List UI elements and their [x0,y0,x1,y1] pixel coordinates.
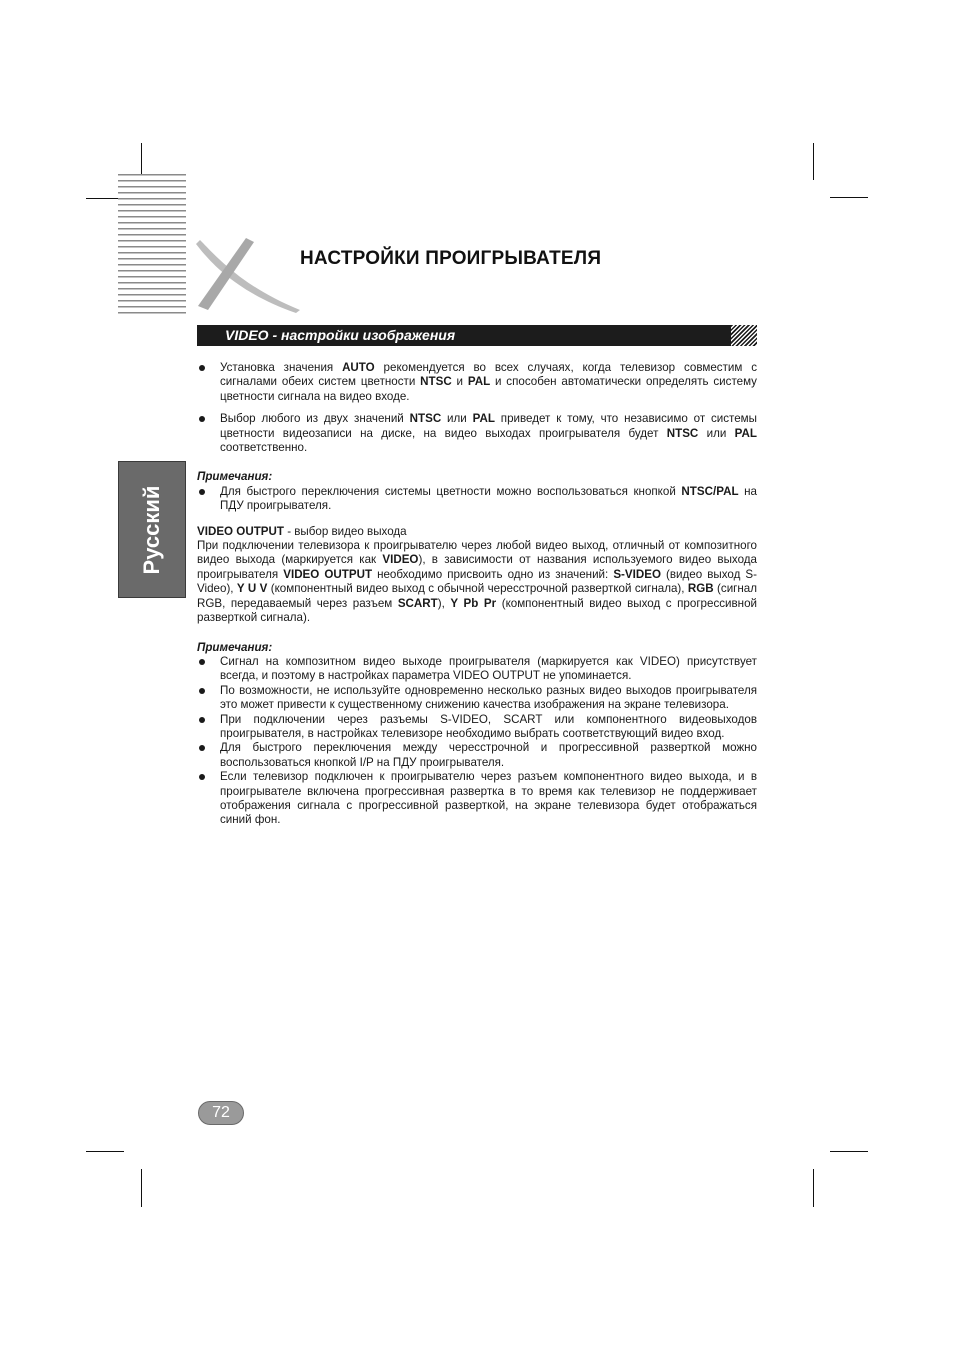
notes-heading: Примечания: [197,470,273,484]
list-item: Установка значения AUTO рекомендуется во всех случаях, когда телевизор совместим с сигналами обеих систем цветности NTSC и PAL и способен автоматически определять систему цветности сигнала на видео входе. [197,361,757,404]
crop-mark-top-right-h [830,197,868,198]
decorative-stripes [118,174,186,314]
language-side-tab [118,461,186,598]
crop-mark-bottom-right-h [830,1151,868,1152]
list-item: Для быстрого переключения между чересстрочной и прогрессивной разверткой можно воспользоваться кнопкой I/P на ПДУ проигрывателя. [197,741,757,770]
video-output-paragraph: При подключении телевизора к проигрывателю через любой видео выход, отличный от композитного видео выхода (маркируется как VIDEO), в зависимости от названия используемого видео выхода проигрывателя VIDEO OUTPUT необходимо присвоить одно из значений: S-VIDEO (видео выход S-Video), Y U V (компонентный видео выход с обычной чересстрочной разверткой сигнала), RGB (сигнал RGB, передаваемый через разъем SCART), Y Pb Pr (компонентный видео выход с прогрессивной разверткой сигнала). [197,539,758,625]
crop-mark-bottom-right-v [813,1169,814,1207]
x-logo-icon [196,236,302,314]
list-item: Выбор любого из двух значений NTSC или PAL приведет к тому, что независимо от системы цветности видеозаписи на диске, на видео выходах проигрывателя будет NTSC или PAL соответственно. [197,412,757,455]
section-title: VIDEO - настройки изображения [225,327,456,343]
section-header-bar [197,325,757,346]
crop-mark-top-right-v [813,143,814,180]
page-title: НАСТРОЙКИ ПРОИГРЫВАТЕЛЯ [300,248,602,269]
section-bar-hatch [731,325,757,346]
main-content [197,361,757,828]
list-item: Если телевизор подключен к проигрывателю через разъем компонентного видео выхода, и в проигрывателе включена прогрессивная развертка в то время как телевизор не поддерживает отображения сигнала с прогрессивной разверткой, на экране телевизора будет отображаться синий фон. [197,770,757,828]
crop-mark-bottom-left-v [141,1169,142,1207]
language-tab-label: Русский [139,485,164,574]
page-number-badge: 72 [198,1101,244,1125]
list-item: По возможности, не используйте одновременно несколько разных видео выходов проигрывателя это может привести к существенному снижению качества изображения на экране телевизора. [197,684,757,713]
list-item: Сигнал на композитном видео выходе проигрывателя (маркируется как VIDEO) присутствует всегда, и поэтому в настройках параметра VIDEO OUTPUT не упоминается. [197,655,757,684]
list-item: Для быстрого переключения системы цветности можно воспользоваться кнопкой NTSC/PAL на ПДУ проигрывателя. [197,485,757,514]
video-output-heading: VIDEO OUTPUT - выбор видео выхода [197,524,407,538]
crop-mark-bottom-left-h [86,1151,124,1152]
notes-heading: Примечания: [197,640,273,654]
list-item: При подключении через разъемы S-VIDEO, SCART или компонентного видеовыходов проигрывателя, в настройках телевизоре необходимо выбрать соответствующий видео вход. [197,713,757,742]
